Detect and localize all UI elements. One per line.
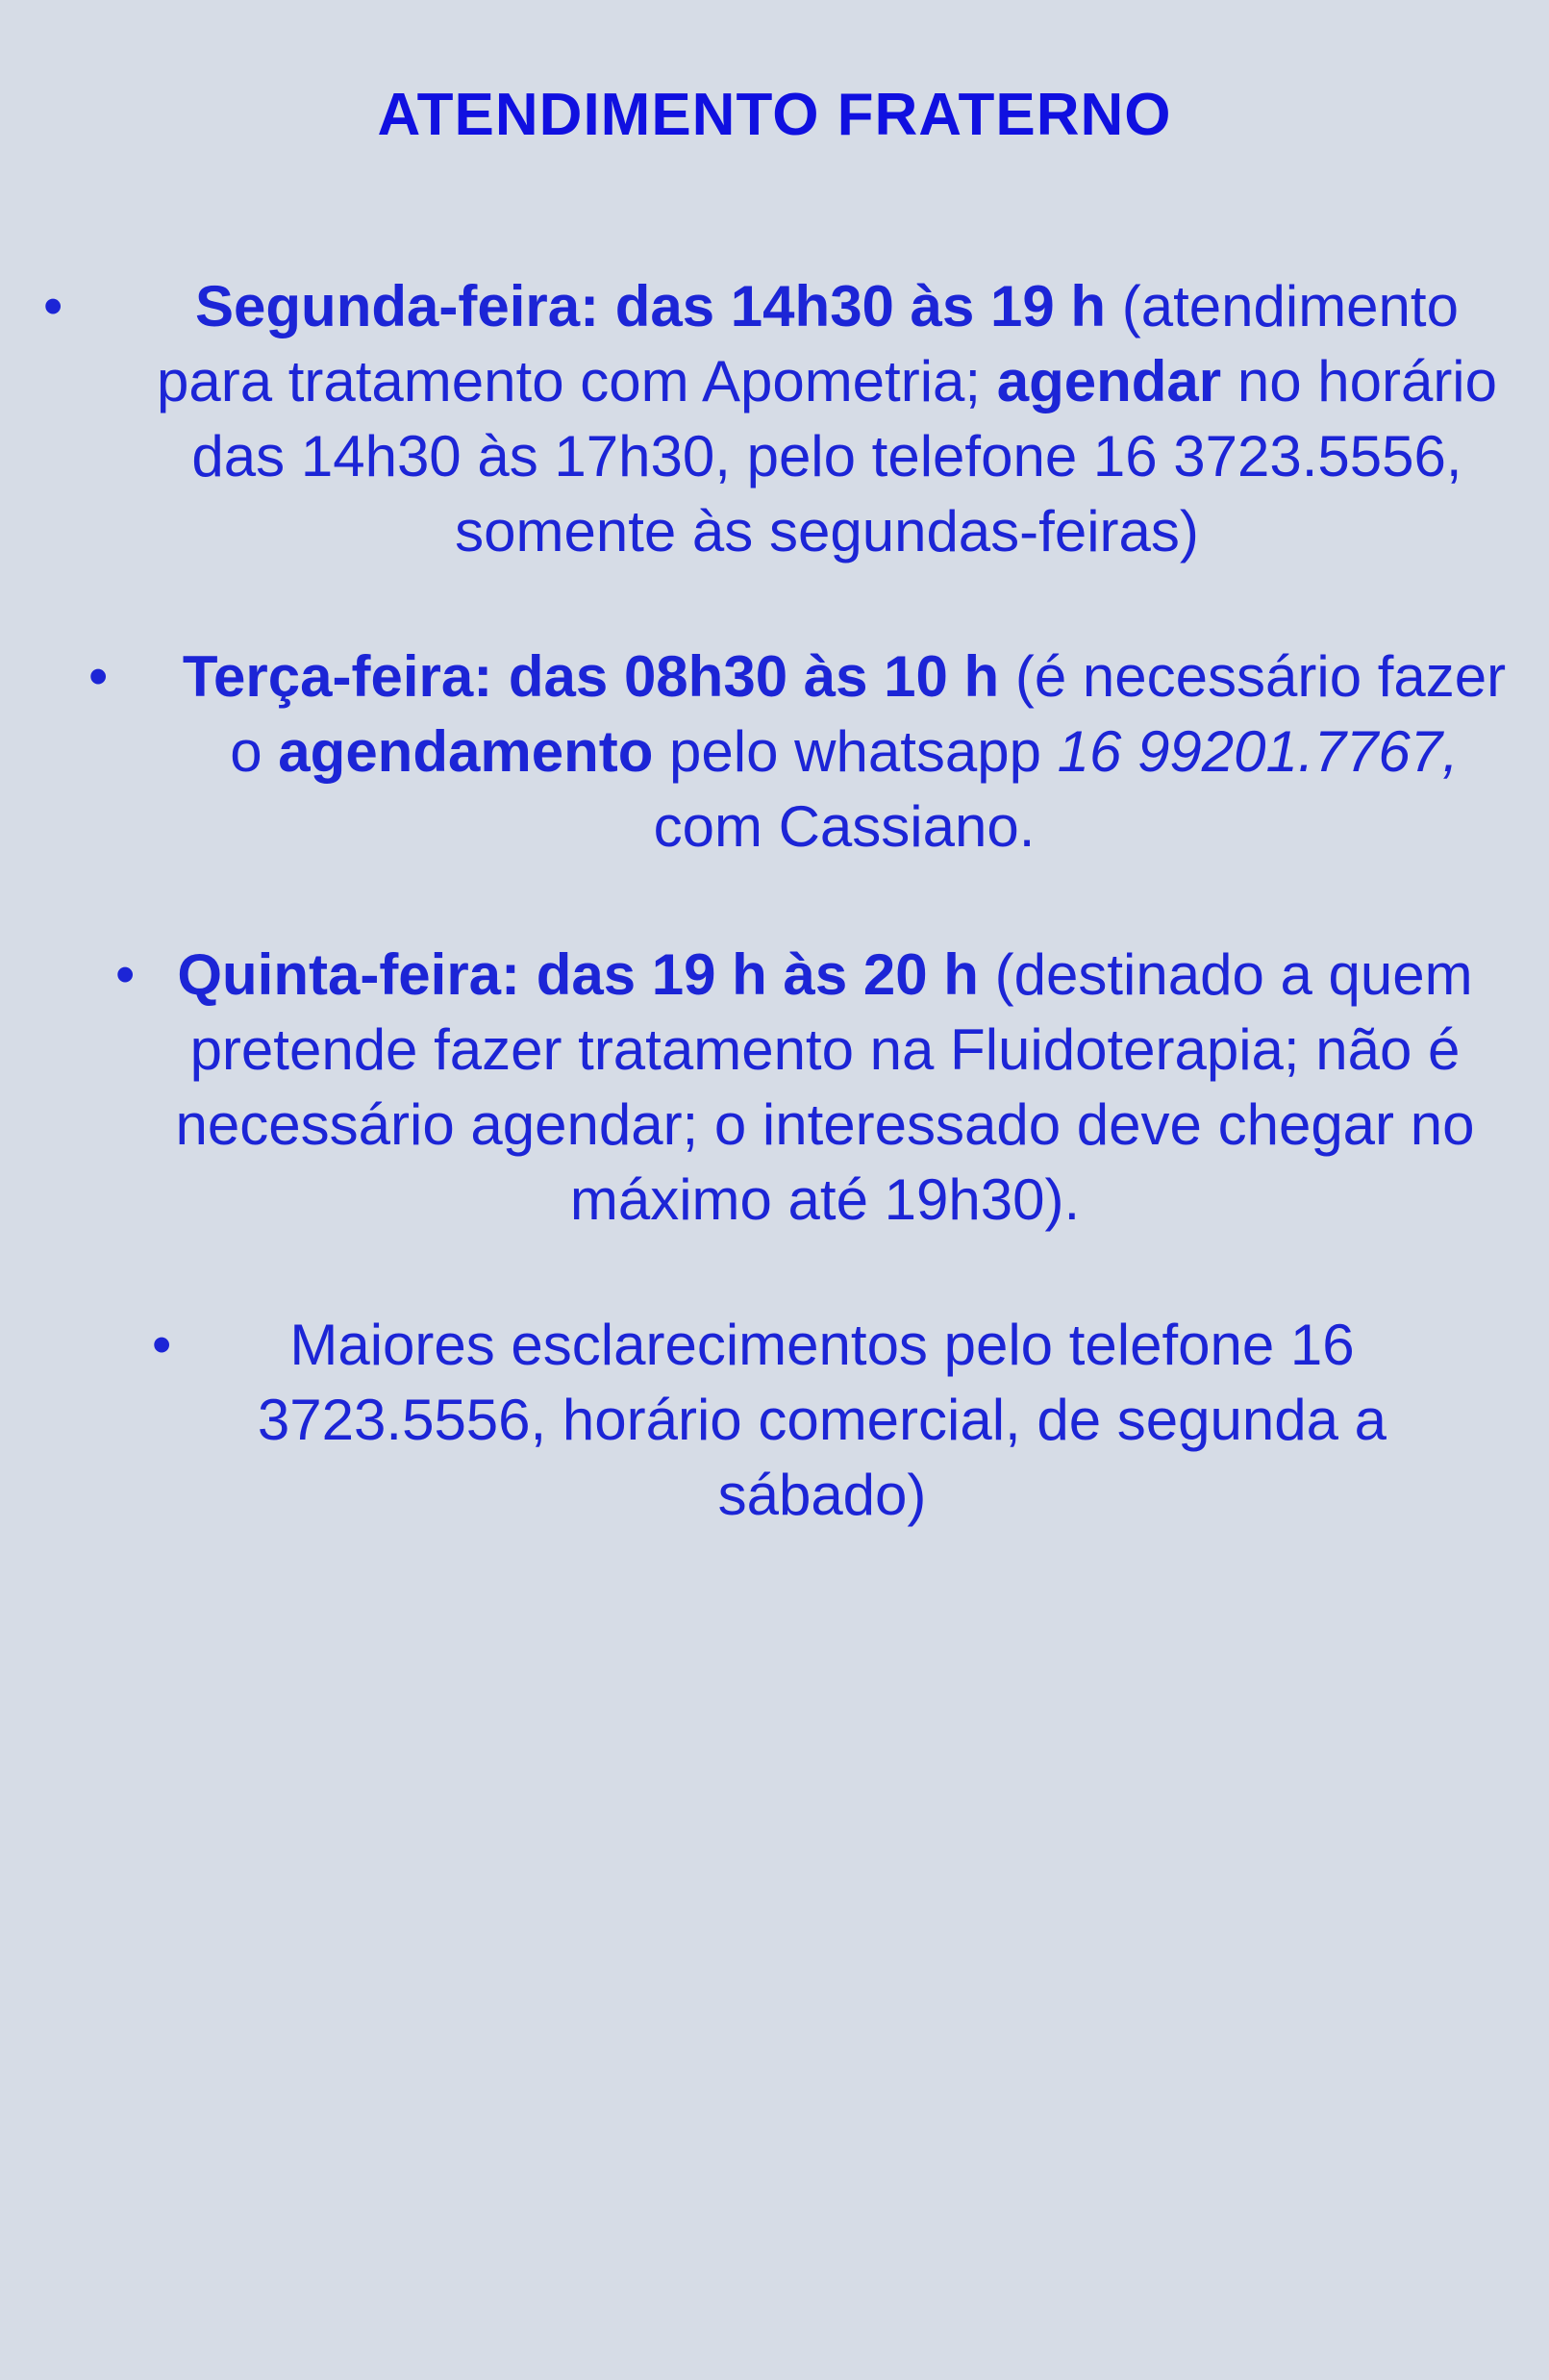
more-info-item [207, 1308, 1437, 1533]
tuesday-whatsapp-number: 16 99201.7767, [1057, 719, 1459, 784]
monday-hours: Segunda-feira: das 14h30 às 19 h [195, 274, 1107, 338]
monday-contact-details: no horário das 14h30 às 17h30, pelo telefone 16 3723.5556, somente às segundas-feiras) [191, 349, 1498, 564]
tuesday-schedule-keyword: agendamento [278, 719, 654, 784]
bullet-icon: • [152, 1314, 172, 1376]
schedule-item-tuesday [181, 639, 1508, 864]
thursday-hours: Quinta-feira: das 19 h às 20 h [177, 942, 979, 1007]
more-info-text: Maiores esclarecimentos pelo telefone 16 3723.5556, horário comercial, de segunda a sábado) [257, 1313, 1387, 1527]
tuesday-contact-name: com Cassiano. [653, 794, 1036, 859]
bullet-icon: • [115, 943, 136, 1006]
tuesday-hours: Terça-feira: das 08h30 às 10 h [182, 644, 1000, 709]
monday-description: (atendimento para tratamento com Apometria; [156, 274, 1459, 413]
monday-schedule-keyword: agendar [996, 349, 1222, 413]
tuesday-contact-intro: pelo whatsapp [653, 719, 1058, 784]
tuesday-description: (é necessário fazer o [230, 644, 1507, 784]
schedule-item-thursday [133, 938, 1517, 1238]
bullet-icon: • [88, 645, 109, 708]
schedule-item-monday [135, 269, 1519, 569]
bullet-icon: • [43, 275, 63, 338]
thursday-description: (destinado a quem pretende fazer tratamento na Fluidoterapia; não é necessário agendar; o interessado deve chegar no máximo até 19h30). [175, 942, 1475, 1232]
page-title: ATENDIMENTO FRATERNO [377, 82, 1172, 148]
